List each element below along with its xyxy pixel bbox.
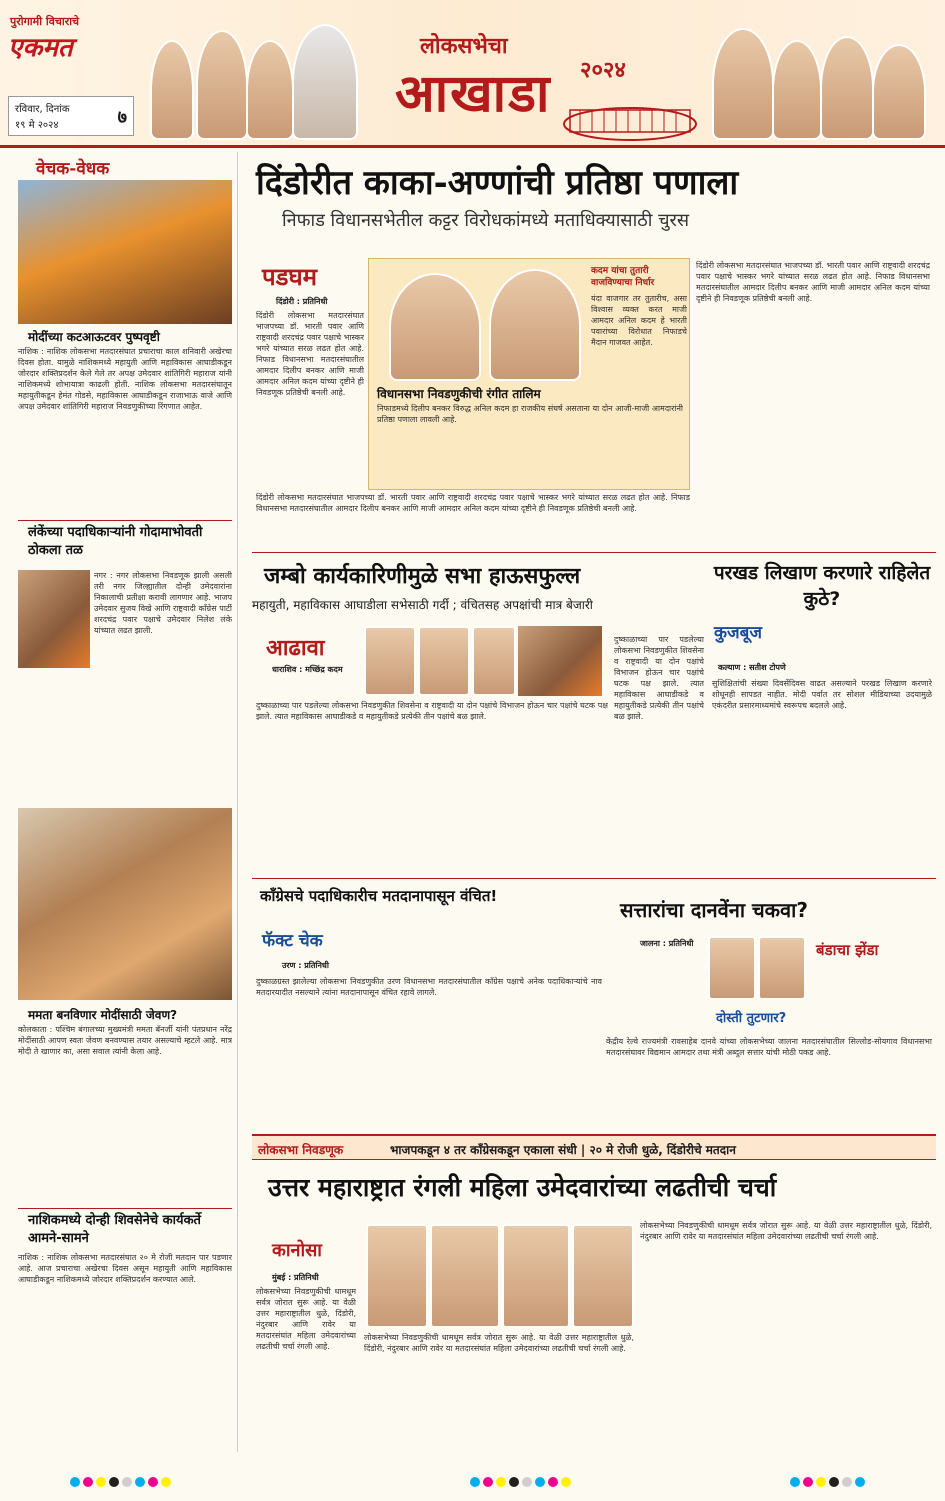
politician-photo (196, 30, 248, 140)
page-number: ७ (117, 107, 127, 128)
sidebar-story3-headline: ममता बनविणार मोदींसाठी जेवण? (28, 1008, 178, 1022)
brand-tagline: पुरोगामी विचाराचे (10, 15, 80, 28)
sidebar-story4-body: नाशिक : नाशिक लोकसभा मतदारसंघात २० मे रोजी मतदान पार पडणार आहे. आज प्रचाराचा अखेरचा दिवस असून महायुती आणि महाविकास आघाडीकडून नाशिकमध्ये जोरदार शक्तिप्रदर्शन करण्यात आले. (18, 1253, 232, 1284)
divider (18, 520, 232, 521)
politician-photo (472, 626, 516, 696)
women-byline: मुंबई : प्रतिनिधी (272, 1273, 319, 1282)
politician-photo (502, 1224, 570, 1328)
parakhad-column-tag: कुजबूज (714, 623, 762, 643)
lead-byline: दिंडोरी : प्रतिनिधी (276, 297, 328, 306)
women-headline: उत्तर महाराष्ट्रात रंगली महिला उमेदवारांच्या लढतीची चर्चा (268, 1173, 777, 1202)
sattar-body: केंद्रीय रेल्वे राज्यमंत्री रावसाहेब दानवे यांच्या लोकसभेच्या जालना मतदारसंघातील सिल्लोड-सोयगाव विधानसभा मतदारसंघावर विद्यमान आमदार तथा मंत्री अब्दुल सत्तार यांची मोठी पकड आहे. (606, 1037, 932, 1057)
politician-photo (820, 36, 874, 140)
women-body: लोकसभेच्या निवडणुकीची धामधूम सर्वत्र जोरात सुरू आहे. या वेळी उत्तर महाराष्ट्रातील धुळे, दिंडोरी, नंदुरबार आणि रावेर या मतदारसंघांत महिला उमेदवारांच्या लढतीची चर्चा रंगली आहे. (256, 1287, 356, 1351)
section-year: २०२४ (580, 58, 626, 83)
brand-logo: एकमत (8, 33, 73, 63)
print-registration-marks (70, 1472, 174, 1491)
jumbo-body: दुष्काळाच्या पार पडलेल्या लोकसभा निवडणुकीत शिवसेना व राष्ट्रवादी या दोन पक्षांचे विभाजन होऊन चार पक्षांचे घटक पक्ष झाले. त्यात महाविकास आघाडीकडे व महायुतीकडे प्रत्येकी तीन पक्षांचे बळ झाले. (256, 701, 608, 721)
politician-photo (708, 936, 756, 1000)
politician-photo (572, 1224, 634, 1328)
print-registration-marks (470, 1472, 574, 1491)
jumbo-subhead: महायुती, महाविकास आघाडीला सभेसाठी गर्दी ; वंचितसह अपक्षांची मात्र बेजारी (252, 598, 593, 612)
ticker-bar (252, 1134, 936, 1160)
politician-photo (758, 936, 806, 1000)
divider (18, 1208, 232, 1209)
sidebar-story1-body: नाशिक : नाशिक लोकसभा मतदारसंघात प्रचाराचा काल शनिवारी अखेरचा दिवस होता. यामुळे नाशिकमध्ये महायुती आणि महाविकास आघाडीकडून जोरदार शक्तिप्रदर्शन केले गेले तर अपक्ष उमेदवार शांतिगिरी महाराज यांनी नाशिकमध्ये शोभायात्रा काढली होती. नाशिक लोकसभा मतदारसंघातून महायुतीकडून हेमंत गोडसे, महाविकास आघाडीकडून राजाभाऊ वाजे आणि अपक्ष उमेदवार शांतिगिरी महाराज निवडणुकीच्या रिंगणात आहेत. (18, 347, 232, 411)
print-registration-marks (790, 1472, 868, 1491)
sattar-photo-caption: दोस्ती तुटणार? (716, 1011, 787, 1026)
congress-column-tag: फॅक्ट चेक (262, 931, 323, 951)
sidebar-column (14, 152, 238, 1452)
caption-body: निफाडमध्ये दिलीप बनकर विरुद्ध अनिल कदम हा राजकीय संघर्ष असताना या दोन आजी-माजी आमदारांनी प्रतिष्ठा पणाला लावली आहे. (377, 404, 683, 424)
politician-photo (772, 40, 822, 140)
news-photo (518, 626, 602, 696)
lead-photo-box (368, 258, 690, 490)
sattar-column-tag: बंडाचा झेंडा (816, 941, 879, 959)
parakhad-headline: परखड लिखाण करणारे राहिलेत कुठे? (713, 562, 931, 610)
lead-subhead: निफाड विधानसभेतील कट्टर विरोधकांमध्ये मताधिक्यासाठी चुरस (282, 210, 690, 231)
sidebar-story4-headline: नाशिकमध्ये दोन्ही शिवसेनेचे कार्यकर्ते आमने-सामने (28, 1213, 201, 1246)
lead-body: दिंडोरी लोकसभा मतदारसंघात भाजपच्या डॉ. भारती पवार आणि राष्ट्रवादी शरदचंद्र पवार पक्षाचे भास्कर भगरे यांच्यात सरळ लढत होत आहे. निफाड विधानसभा मतदारसंघातील आमदार दिलीप बनकर आणि माजी आमदार अनिल कदम यांच्या दृष्टीने ही निवडणूक प्रतिष्ठेची बनली आहे. (256, 311, 364, 397)
parakhad-byline: कल्याण : सतीश टोपणे (718, 663, 786, 672)
date-box (8, 96, 134, 136)
congress-byline: उरण : प्रतिनिधी (282, 961, 329, 970)
politician-photo (366, 1224, 428, 1328)
date-line-2: १९ मे २०२४ (15, 120, 59, 131)
news-photo (18, 808, 232, 1000)
politician-photo (150, 40, 194, 140)
lead-column-tag: पडघम (262, 262, 318, 291)
jumbo-headline: जम्बो कार्यकारिणीमुळे सभा हाऊसफुल्ल (264, 564, 581, 589)
women-body-right: लोकसभेच्या निवडणुकीची धामधूम सर्वत्र जोरात सुरू आहे. या वेळी उत्तर महाराष्ट्रातील धुळे, दिंडोरी, नंदुरबार आणि रावेर या मतदारसंघांत महिला उमेदवारांच्या लढतीची चर्चा रंगली आहे. (640, 1221, 932, 1241)
masthead-banner (0, 0, 945, 148)
news-photo (18, 180, 232, 324)
lead-body-continued: दिंडोरी लोकसभा मतदारसंघात भाजपच्या डॉ. भारती पवार आणि राष्ट्रवादी शरदचंद्र पवार पक्षाचे भास्कर भगरे यांच्यात सरळ लढत होत आहे. निफाड विधानसभा मतदारसंघातील आमदार दिलीप बनकर आणि माजी आमदार अनिल कदम यांच्या दृष्टीने ही निवडणूक प्रतिष्ठेची बनली आहे. (256, 493, 690, 513)
sattar-byline: जालना : प्रतिनिधी (640, 939, 694, 948)
jumbo-body-right: दुष्काळाच्या पार पडलेल्या लोकसभा निवडणुकीत शिवसेना व राष्ट्रवादी या दोन पक्षांचे विभाजन होऊन चार पक्षांचे घटक पक्ष झाले. त्यात महाविकास आघाडीकडे व महायुतीकडे प्रत्येकी तीन पक्षांचे बळ झाले. (614, 635, 704, 721)
congress-headline: काँग्रेसचे पदाधिकारीच मतदानापासून वंचित! (260, 887, 498, 905)
sidebar-story1-headline: मोदींच्या कटआऊटवर पुष्पवृष्टी (28, 330, 160, 344)
sidebar-story3-body: कोलकाता : पश्चिम बंगालच्या मुख्यमंत्री ममता बॅनर्जी यांनी पंतप्रधान नरेंद्र मोदींसाठी आपण स्वतः जेवण बनवण्यास तयार असल्याचे म्हटले आहे. मात्र मोदी ते खाणार का, असा सवाल त्यांनी केला आहे. (18, 1025, 232, 1056)
politician-photo (389, 273, 481, 381)
sidebar-column-tag: वेचक-वेधक (36, 159, 110, 179)
politician-photo (418, 626, 470, 696)
congress-body: दुष्काळग्रस्त झालेल्या लोकसभा निवडणुकीत उरण विधानसभा मतदारसंघातील काँग्रेस पक्षाचे अनेक पदाधिकाऱ्यांचे नाव मतदारयादीत नसल्याने त्यांना मतदानापासून वंचित रहावे लागले. (256, 977, 602, 997)
politician-photo (712, 28, 774, 140)
jumbo-byline: धाराशिव : मच्छिंद्र कदम (272, 665, 343, 674)
divider (252, 552, 936, 553)
sidebar-story2-body: नगर : नगर लोकसभा निवडणूक झाली असली तरी नगर जिल्ह्यातील दोन्ही उमेदवारांना निकालाची प्रतीक्षा करावी लागणार आहे. भाजप उमेदवार सुजय विखे आणि राष्ट्रवादी काँग्रेस पार्टी शरदचंद्र पवार पक्षाचे उमेदवार निलेश लंके यांच्यात लढत झाली. (94, 571, 232, 635)
lead-body-right: दिंडोरी लोकसभा मतदारसंघात भाजपच्या डॉ. भारती पवार आणि राष्ट्रवादी शरदचंद्र पवार पक्षाचे भास्कर भगरे यांच्यात सरळ लढत होत आहे. निफाड विधानसभा मतदारसंघातील आमदार दिलीप बनकर आणि माजी आमदार अनिल कदम यांच्या दृष्टीने ही निवडणूक प्रतिष्ठेची बनली आहे. (696, 261, 930, 303)
parliament-icon (560, 84, 700, 142)
politician-photo (246, 40, 294, 140)
news-photo (18, 570, 90, 668)
women-column-tag: कानोसा (272, 1240, 322, 1261)
ticker-text: भाजपकडून ४ तर काँग्रेसकडून एकाला संधी | २० मे रोजी धुळे, दिंडोरीचे मतदान (390, 1143, 736, 1157)
jumbo-column-tag: आढावा (266, 635, 325, 661)
lead-headline: दिंडोरीत काका-अण्णांची प्रतिष्ठा पणाला (256, 163, 739, 203)
caption-title: विधानसभा निवडणुकीची रंगीत तालिम (377, 387, 541, 401)
politician-photo (489, 269, 581, 381)
ticker-label: लोकसभा निवडणूक (258, 1143, 344, 1157)
politician-photo (292, 24, 358, 140)
section-subtitle: लोकसभेचा (420, 34, 508, 59)
date-line-1: रविवार, दिनांक (15, 104, 70, 115)
sidebar-story2-headline: लंकेंच्या पदाधिकाऱ्यांनी गोदामाभोवती ठोकला तळ (28, 525, 203, 558)
politician-photo (364, 626, 416, 696)
parakhad-body: सुशिक्षितांची संख्या दिवसेंदिवस वाढत असल्याने परखड लिखाण करणारे शोधूनही सापडत नाहीत. मोदी पर्वात तर सोशल मीडियाच्या उदयामुळे एकंदरीत प्रसारमाध्यमांचे स्वरूपच बदलले आहे. (712, 679, 932, 710)
sattar-headline: सत्तारांचा दानवेंना चकवा? (620, 898, 808, 922)
box-body: यंदा वाजगार तर तुतारीच, असा विश्वास व्यक्त करत माजी आमदार अनिल कदम हे भारती पवारांच्या विरोधात निफाडचे मैदान गाजवत आहेत. (591, 294, 687, 347)
box-title: कदम यांचा तुतारी वाजविण्याचा निर्धार (591, 266, 655, 288)
women-body-mid: लोकसभेच्या निवडणुकीची धामधूम सर्वत्र जोरात सुरू आहे. या वेळी उत्तर महाराष्ट्रातील धुळे, दिंडोरी, नंदुरबार आणि रावेर या मतदारसंघांत महिला उमेदवारांच्या लढतीची चर्चा रंगली आहे. (364, 1333, 634, 1353)
politician-photo (430, 1224, 500, 1328)
section-title: आखाडा (395, 63, 552, 124)
politician-photo (872, 44, 926, 140)
divider (252, 878, 936, 879)
